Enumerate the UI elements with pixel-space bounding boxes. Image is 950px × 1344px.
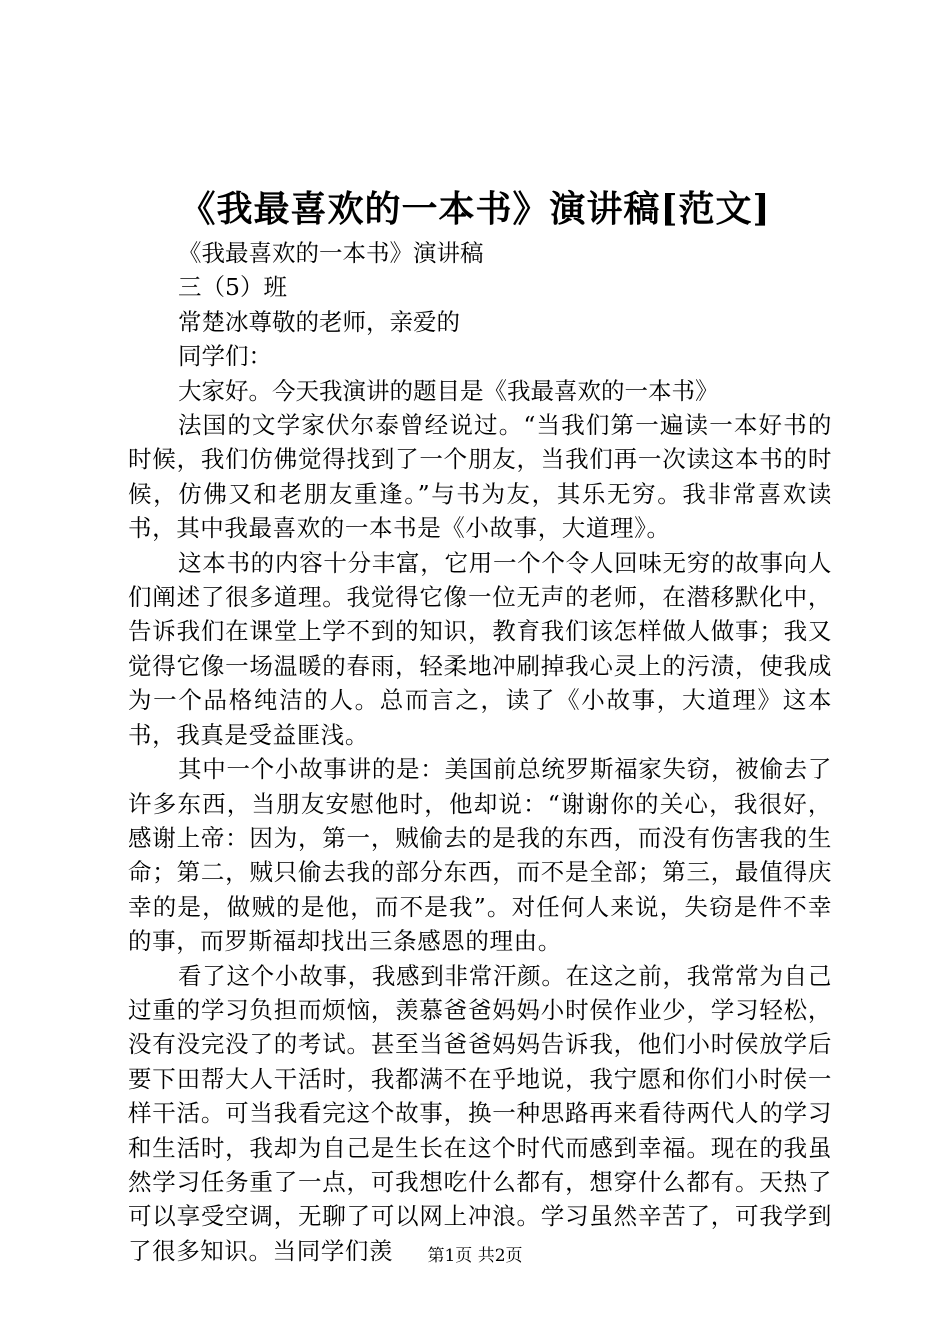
paragraph: 这本书的内容十分丰富，它用一个个令人回味无穷的故事向人们阐述了很多道理。我觉得它像一位无声的老师，在潜移默化中，告诉我们在课堂上学不到的知识，教育我们该怎样做人做事；我又觉得它像一场温暖的春雨，轻柔地冲刷掉我心灵上的污渍，使我成为一个品格纯洁的人。总而言之，读了《小故事，大道理》这本书，我真是受益匪浅。	[128, 548, 832, 749]
paragraph: 其中一个小故事讲的是：美国前总统罗斯福家失窃，被偷去了许多东西，当朋友安慰他时，他却说：“谢谢你的关心，我很好，感谢上帝：因为，第一，贼偷去的是我的东西，而没有伤害我的生命；第二，贼只偷去我的部分东西，而不是全部；第三，最值得庆幸的是，做贼的是他，而不是我”。对任何人来说，失窃是件不幸的事，而罗斯福却找出三条感恩的理由。	[128, 755, 832, 956]
speech-subtitle: 《我最喜欢的一本书》演讲稿	[178, 239, 484, 267]
document-title: 《我最喜欢的一本书》演讲稿[范文]	[179, 188, 771, 230]
page-footer: 第1页 共2页	[427, 1246, 523, 1266]
author-line: 常楚冰尊敬的老师，亲爱的	[178, 307, 460, 336]
document-body	[128, 236, 832, 1268]
paragraph: 法国的文学家伏尔泰曾经说过。“当我们第一遍读一本好书的时候，我们仿佛觉得找到了一个朋友，当我们再一次读这本书的时候，仿佛又和老朋友重逢。”与书为友，其乐无穷。我非常喜欢读书，其中我最喜欢的一本书是《小故事，大道理》。	[128, 411, 832, 543]
opening-line: 大家好。今天我演讲的题目是《我最喜欢的一本书》	[178, 376, 719, 405]
salutation-line: 同学们：	[178, 342, 272, 371]
paragraph: 看了这个小故事，我感到非常汗颜。在这之前，我常常为自己过重的学习负担而烦恼，羡慕爸爸妈妈小时侯作业少，学习轻松，没有没完没了的考试。甚至当爸爸妈妈告诉我，他们小时侯放学后要下田帮大人干活时，我都满不在乎地说，我宁愿和你们小时侯一样干活。可当我看完这个故事，换一种思路再来看待两代人的学习和生活时，我却为自己是生长在这个时代而感到幸福。现在的我虽然学习任务重了一点，可我想吃什么都有，想穿什么都有。天热了可以享受空调，无聊了可以网上冲浪。学习虽然辛苦了，可我学到了很多知识。当同学们羡	[128, 961, 832, 1265]
class-line: 三（5）班	[178, 273, 287, 302]
